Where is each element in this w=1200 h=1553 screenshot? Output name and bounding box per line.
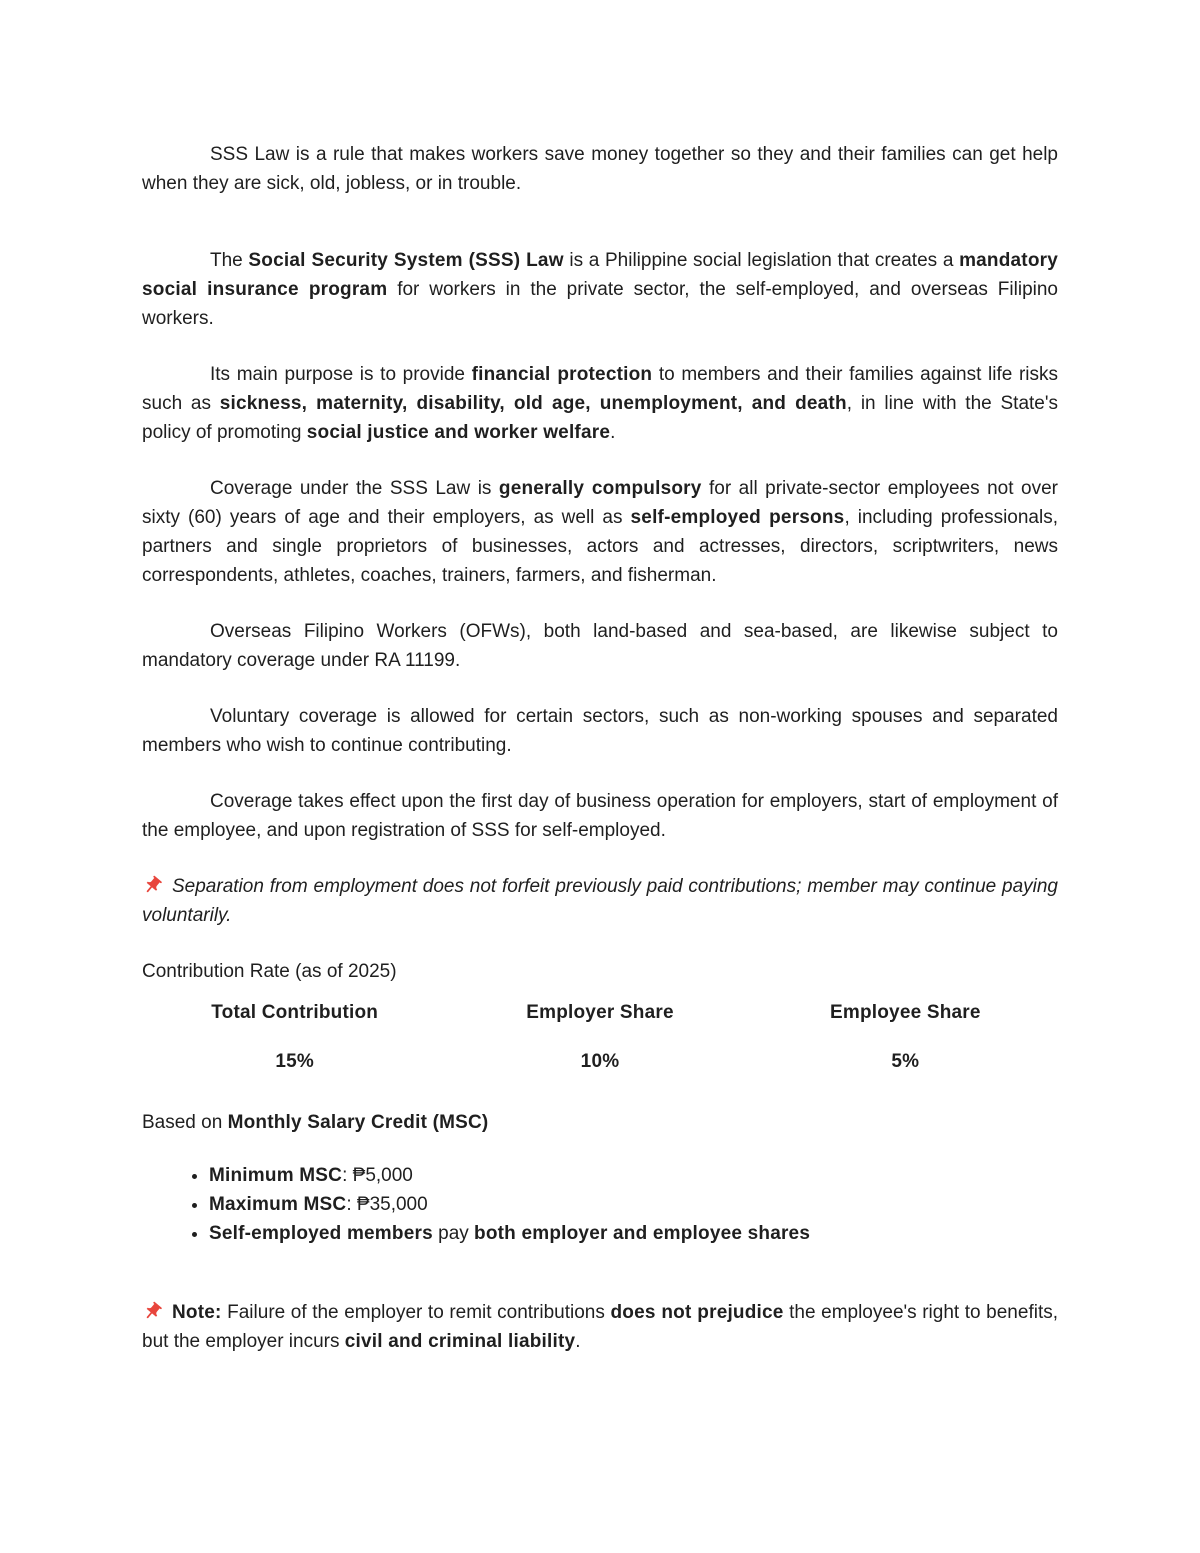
- bold-text-run: mandatory social insurance program: [142, 250, 1058, 300]
- text-run: the employee's right to benefits, but the employer incurs: [142, 1302, 1058, 1352]
- text-run: Coverage under the SSS Law is: [210, 478, 499, 499]
- text-run: Overseas Filipino Workers (OFWs), both land-based and sea-based, are likewise subject to mandatory coverage under RA 11199.: [142, 621, 1058, 671]
- contribution-table-values-row: [142, 1047, 1058, 1076]
- table-header-total-contribution: Total Contribution: [211, 1002, 379, 1023]
- list-item-self-employed: [209, 1219, 1058, 1248]
- paragraph-pin-employer-note: [142, 1298, 1058, 1356]
- list-item-minimum-msc: [209, 1161, 1058, 1190]
- bold-text-run: Minimum MSC: [209, 1165, 343, 1186]
- text-run: Its main purpose is to provide: [210, 364, 472, 385]
- text-run: is a Philippine social legislation that creates a: [563, 250, 960, 271]
- msc-bullet-list: [142, 1161, 1058, 1248]
- bold-text-run: financial protection: [471, 364, 653, 385]
- bold-text-run: civil and criminal liability: [344, 1331, 576, 1352]
- contribution-rate-heading: [142, 957, 1058, 986]
- table-header-employer-share: Employer Share: [526, 1002, 674, 1023]
- bold-text-run: Maximum MSC: [209, 1194, 347, 1215]
- bold-text-run: Monthly Salary Credit (MSC): [227, 1112, 489, 1133]
- text-run: Voluntary coverage is allowed for certain sectors, such as non-working spouses and separated members who wish to continue contributing.: [142, 706, 1058, 756]
- pushpin-icon: [142, 875, 163, 896]
- paragraph-based-on-msc: [142, 1108, 1058, 1137]
- paragraph-voluntary-coverage: [142, 702, 1058, 760]
- bold-text-run: Self-employed members: [209, 1223, 433, 1244]
- paragraph-coverage-effect: [142, 787, 1058, 845]
- text-run: The: [210, 250, 249, 271]
- pushpin-icon-shape: [142, 875, 163, 896]
- text-run: Contribution Rate (as of 2025): [142, 961, 397, 982]
- text-run: for all private-sector employees not over sixty (60) years of age and their employers, as well as: [142, 478, 1058, 528]
- paragraph-purpose: [142, 360, 1058, 447]
- table-value-employee-share: 5%: [891, 1051, 920, 1072]
- bold-text-run: generally compulsory: [498, 478, 702, 499]
- text-run: : ₱5,000: [342, 1165, 413, 1186]
- text-run: Coverage takes effect upon the first day of business operation for employers, start of employment of the employee, and upon registration of SSS for self-employed.: [142, 791, 1058, 841]
- text-run: .: [610, 422, 616, 443]
- text-run: , including professionals, partners and single proprietors of businesses, actors and actresses, directors, scriptwriters, news correspondents, athletes, coaches, trainers, farmers, and fisherman.: [142, 507, 1058, 586]
- table-header-employee-share: Employee Share: [830, 1002, 981, 1023]
- text-run: .: [575, 1331, 581, 1352]
- pushpin-icon-shape: [142, 1301, 163, 1322]
- italic-text-run: Separation from employment does not forfeit previously paid contributions; member may continue paying voluntarily.: [142, 876, 1058, 926]
- paragraph-ofw: [142, 617, 1058, 675]
- text-run: pay: [432, 1223, 475, 1244]
- paragraph-intro: [142, 140, 1058, 198]
- text-run: : ₱35,000: [346, 1194, 428, 1215]
- contribution-table: [142, 998, 1058, 1076]
- list-item-maximum-msc: [209, 1190, 1058, 1219]
- table-value-total-contribution: 15%: [275, 1051, 314, 1072]
- text-run: Failure of the employer to remit contributions: [221, 1302, 611, 1323]
- bold-text-run: social justice and worker welfare: [306, 422, 611, 443]
- paragraph-pin-separation-note: [142, 872, 1058, 930]
- paragraph-coverage: [142, 474, 1058, 590]
- bold-text-run: does not prejudice: [610, 1302, 784, 1323]
- contribution-table-header-row: [142, 998, 1058, 1027]
- text-run: SSS Law is a rule that makes workers save money together so they and their families can get help when they are sick, old, jobless, or in trouble.: [142, 144, 1058, 194]
- paragraph-sss-definition: [142, 246, 1058, 333]
- text-run: to members and their families against life risks such as: [142, 364, 1058, 414]
- bold-text-run: both employer and employee shares: [474, 1223, 811, 1244]
- text-run: Based on: [142, 1112, 228, 1133]
- bold-text-run: Note:: [172, 1302, 222, 1323]
- bold-text-run: sickness, maternity, disability, old age, unemployment, and death: [219, 393, 847, 414]
- pushpin-icon: [142, 1301, 163, 1322]
- table-value-employer-share: 10%: [580, 1051, 620, 1072]
- bold-text-run: self-employed persons: [630, 507, 845, 528]
- text-run: for workers in the private sector, the self-employed, and overseas Filipino workers.: [142, 279, 1058, 329]
- text-run: , in line with the State's policy of promoting: [142, 393, 1058, 443]
- bold-text-run: Social Security System (SSS) Law: [248, 250, 564, 271]
